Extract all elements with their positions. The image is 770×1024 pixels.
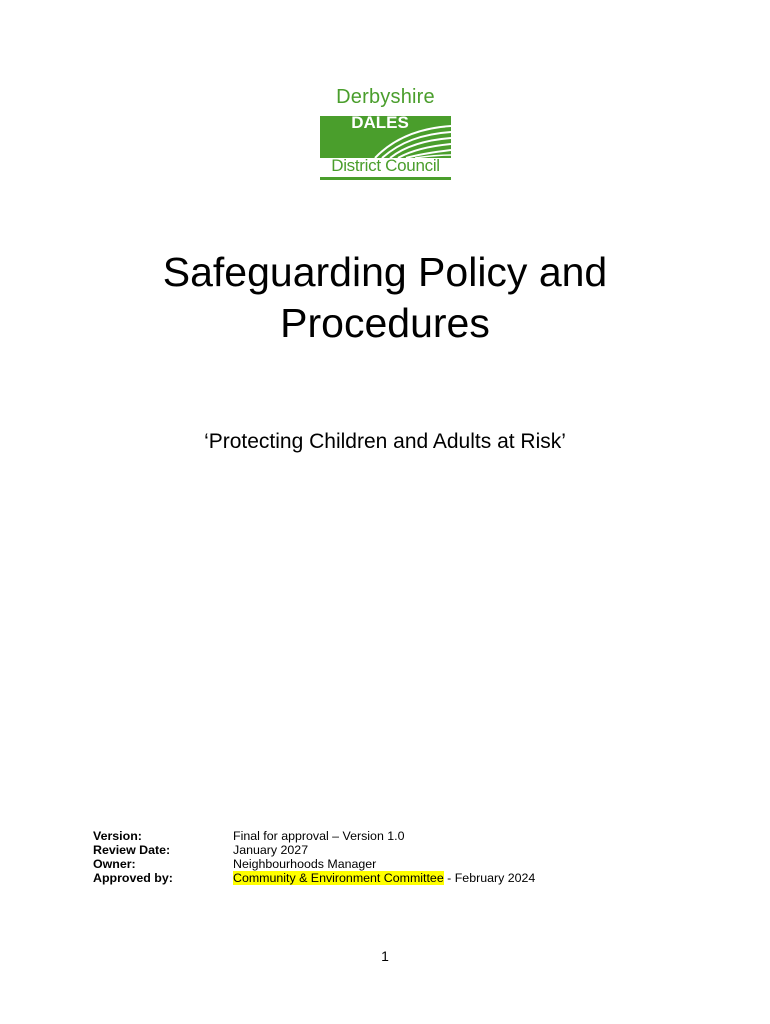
approved-by-date: - February 2024 (443, 871, 536, 885)
council-logo (320, 86, 451, 180)
approved-by-label: Approved by: (93, 871, 173, 885)
logo-text-district-council: District Council (331, 156, 440, 175)
approved-by-row (93, 871, 535, 885)
logo-hills-graphic (320, 110, 451, 158)
owner-value: Neighbourhoods Manager (233, 857, 377, 871)
document-title (60, 247, 710, 349)
document-metadata (93, 829, 535, 885)
review-date-value: January 2027 (233, 843, 309, 857)
logo-text-derbyshire: Derbyshire (336, 86, 435, 108)
version-label: Version: (93, 829, 142, 843)
title-line-2: Procedures (280, 300, 490, 346)
review-date-label: Review Date: (93, 843, 171, 857)
logo-underline (320, 177, 451, 180)
owner-label: Owner: (93, 857, 136, 871)
logo-text-dales: DALES (351, 113, 409, 132)
version-value: Final for approval – Version 1.0 (233, 829, 405, 843)
approved-by-highlight: Community & Environment Committee (233, 871, 444, 885)
page-number: 1 (381, 948, 389, 964)
review-date-row (93, 843, 535, 857)
approved-by-value (233, 871, 535, 885)
version-row (93, 829, 535, 843)
owner-row (93, 857, 535, 871)
title-line-1: Safeguarding Policy and (162, 249, 608, 295)
document-subtitle: ‘Protecting Children and Adults at Risk’ (204, 430, 566, 453)
